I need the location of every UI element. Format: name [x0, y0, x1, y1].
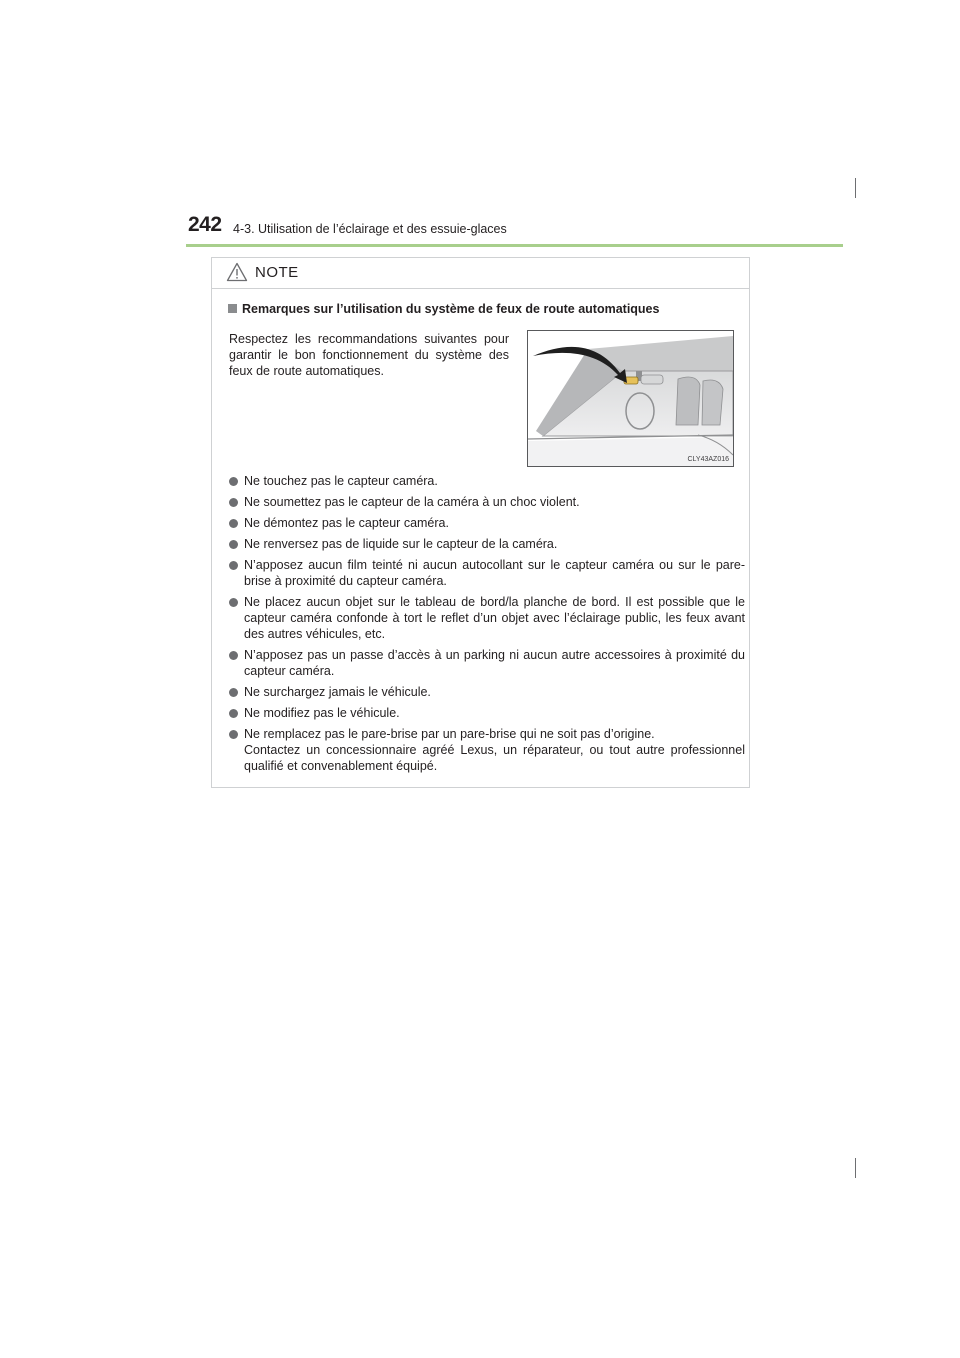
list-item-text: Ne remplacez pas le pare-brise par un pare-brise qui ne soit pas d’origine. — [244, 727, 655, 741]
note-subheading — [228, 302, 659, 316]
list-item-text: N’apposez aucun film teinté ni aucun autocollant sur le capteur caméra ou sur le pare-brise à proximité du capteur caméra. — [244, 558, 745, 588]
list-item — [229, 705, 745, 721]
note-label: NOTE — [255, 264, 299, 281]
list-item-text: Ne surchargez jamais le véhicule. — [244, 685, 431, 699]
crop-mark-top — [855, 178, 856, 198]
list-item-text-continued: Contactez un concessionnaire agréé Lexus, un réparateur, ou tout autre professionnel qualifié et convenablement équipé. — [244, 743, 745, 773]
bullet-dot-icon — [229, 540, 238, 549]
list-item — [229, 536, 745, 552]
list-item — [229, 684, 745, 700]
note-subheading-text: Remarques sur l’utilisation du système de feux de route automatiques — [242, 302, 660, 316]
bullet-dot-icon — [229, 598, 238, 607]
bullet-dot-icon — [229, 561, 238, 570]
windshield-camera-illustration — [527, 330, 734, 467]
crop-mark-bottom — [855, 1158, 856, 1178]
list-item — [229, 557, 745, 589]
list-item — [229, 515, 745, 531]
bullet-dot-icon — [229, 498, 238, 507]
list-item — [229, 494, 745, 510]
note-header — [212, 258, 749, 289]
list-item — [229, 594, 745, 642]
page-number: 242 — [188, 213, 222, 236]
list-item-text: N’apposez pas un passe d’accès à un parking ni aucun autre accessoires à proximité du capteur caméra. — [244, 648, 745, 678]
list-item — [229, 647, 745, 679]
bullet-dot-icon — [229, 651, 238, 660]
bullet-dot-icon — [229, 688, 238, 697]
list-item — [229, 726, 745, 774]
list-item-text: Ne touchez pas le capteur caméra. — [244, 474, 438, 488]
square-bullet-icon — [228, 304, 237, 313]
bullet-dot-icon — [229, 709, 238, 718]
list-item-text: Ne renversez pas de liquide sur le capteur de la caméra. — [244, 537, 558, 551]
note-box — [211, 257, 750, 788]
warning-triangle-icon — [226, 262, 248, 282]
bullet-dot-icon — [229, 519, 238, 528]
note-intro: Respectez les recommandations suivantes pour garantir le bon fonctionnement du système des feux de route automatiques. — [229, 332, 509, 378]
header-rule — [186, 244, 843, 247]
list-item-text: Ne placez aucun objet sur le tableau de bord/la planche de bord. Il est possible que le capteur caméra confonde à tort le reflet d’un objet avec l’éclairage public, les feux avant des autres véhicules, etc. — [244, 595, 745, 641]
list-item-text: Ne démontez pas le capteur caméra. — [244, 516, 449, 530]
list-item — [229, 473, 745, 489]
recommendation-list — [229, 473, 745, 779]
bullet-dot-icon — [229, 477, 238, 486]
figure-code: CLY43AZ016 — [687, 456, 729, 463]
list-item-text: Ne modifiez pas le véhicule. — [244, 706, 400, 720]
windshield-camera-drawing — [528, 331, 733, 466]
section-title: 4-3. Utilisation de l’éclairage et des essuie-glaces — [233, 222, 507, 236]
list-item-text: Ne soumettez pas le capteur de la caméra à un choc violent. — [244, 495, 580, 509]
bullet-dot-icon — [229, 730, 238, 739]
